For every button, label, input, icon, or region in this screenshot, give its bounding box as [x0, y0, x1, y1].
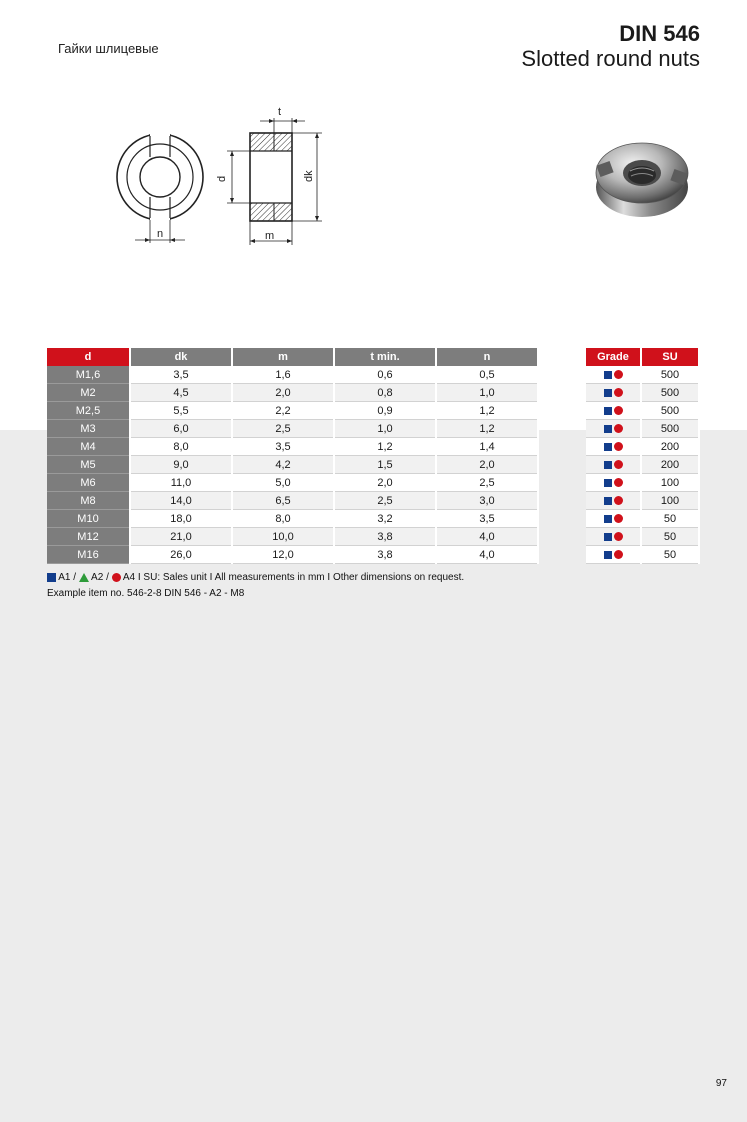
legend: [47, 572, 464, 583]
su-cell: 200: [641, 438, 699, 456]
grade-cell: [586, 474, 641, 492]
cell-t: 1,5: [334, 456, 436, 474]
a4-circle-icon: [614, 460, 623, 469]
header-dk: dk: [130, 348, 232, 366]
cell-n: 3,5: [436, 510, 538, 528]
cell-n: 4,0: [436, 546, 538, 564]
a4-circle-icon: [614, 406, 623, 415]
cell-t: 3,2: [334, 510, 436, 528]
header-d: d: [47, 348, 130, 366]
table-row: [47, 366, 538, 384]
a1-square-icon: [604, 551, 612, 559]
legend-a4: A4: [122, 572, 136, 583]
cell-t: 0,9: [334, 402, 436, 420]
cell-n: 1,4: [436, 438, 538, 456]
label-d: d: [216, 175, 228, 182]
cell-m: 2,0: [232, 384, 334, 402]
header-n: n: [436, 348, 538, 366]
cell-d: M3: [47, 420, 130, 438]
cell-dk: 21,0: [130, 528, 232, 546]
table-row: [47, 420, 538, 438]
grade-cell: [586, 492, 641, 510]
table-row: [47, 492, 538, 510]
front-view: [117, 131, 203, 243]
cell-dk: 5,5: [130, 402, 232, 420]
su-cell: 500: [641, 384, 699, 402]
cell-dk: 9,0: [130, 456, 232, 474]
cell-m: 8,0: [232, 510, 334, 528]
a1-square-icon: [604, 515, 612, 523]
a1-square-icon: [604, 371, 612, 379]
dimensions-table: [47, 348, 539, 564]
cell-m: 6,5: [232, 492, 334, 510]
grade-row: [586, 420, 699, 438]
table-row: [47, 456, 538, 474]
a1-square-icon: [604, 479, 612, 487]
product-photo: [580, 125, 705, 225]
cell-t: 2,5: [334, 492, 436, 510]
su-cell: 50: [641, 546, 699, 564]
cell-t: 3,8: [334, 546, 436, 564]
table-row: [47, 474, 538, 492]
cell-d: M1,6: [47, 366, 130, 384]
cell-t: 0,6: [334, 366, 436, 384]
a4-circle-icon: [614, 442, 623, 451]
su-cell: 50: [641, 528, 699, 546]
cell-m: 12,0: [232, 546, 334, 564]
su-cell: 500: [641, 402, 699, 420]
a4-circle-icon: [614, 388, 623, 397]
grade-header-row: [586, 348, 699, 366]
grade-row: [586, 546, 699, 564]
cell-m: 10,0: [232, 528, 334, 546]
a1-square-icon: [604, 407, 612, 415]
table-row: [47, 546, 538, 564]
cell-m: 3,5: [232, 438, 334, 456]
grade-row: [586, 474, 699, 492]
cell-d: M16: [47, 546, 130, 564]
header-grade: Grade: [586, 348, 641, 366]
cell-n: 3,0: [436, 492, 538, 510]
table-header-row: [47, 348, 538, 366]
cell-dk: 8,0: [130, 438, 232, 456]
russian-subtitle: Гайки шлицевые: [58, 41, 159, 56]
grade-row: [586, 456, 699, 474]
grade-cell: [586, 420, 641, 438]
table-row: [47, 510, 538, 528]
legend-a1: A1: [58, 572, 71, 583]
cell-n: 1,2: [436, 420, 538, 438]
cell-n: 0,5: [436, 366, 538, 384]
standard-title: DIN 546: [619, 21, 700, 46]
cell-dk: 3,5: [130, 366, 232, 384]
cell-d: M10: [47, 510, 130, 528]
a4-circle-icon: [614, 478, 623, 487]
cell-dk: 4,5: [130, 384, 232, 402]
grade-cell: [586, 510, 641, 528]
page-number: 97: [715, 1078, 727, 1089]
label-m: m: [265, 230, 275, 242]
example-item: Example item no. 546-2-8 DIN 546 - A2 - M8: [47, 588, 245, 599]
legend-separator: /: [106, 572, 109, 583]
cell-m: 2,5: [232, 420, 334, 438]
table-row: [47, 528, 538, 546]
technical-drawing: [100, 100, 340, 260]
label-n: n: [157, 228, 164, 240]
cell-d: M4: [47, 438, 130, 456]
grade-row: [586, 528, 699, 546]
a4-circle-icon: [614, 514, 623, 523]
cell-d: M8: [47, 492, 130, 510]
product-title: Slotted round nuts: [521, 46, 700, 71]
a4-circle-icon: [614, 496, 623, 505]
grade-row: [586, 402, 699, 420]
cell-d: M2,5: [47, 402, 130, 420]
a1-square-icon: [604, 533, 612, 541]
su-cell: 100: [641, 474, 699, 492]
table-row: [47, 402, 538, 420]
cell-t: 0,8: [334, 384, 436, 402]
grade-cell: [586, 384, 641, 402]
grade-cell: [586, 402, 641, 420]
a2-triangle-icon: [79, 573, 89, 582]
grade-row: [586, 366, 699, 384]
header-m: m: [232, 348, 334, 366]
a1-square-icon: [604, 425, 612, 433]
cell-d: M6: [47, 474, 130, 492]
header-su: SU: [641, 348, 699, 366]
cell-t: 3,8: [334, 528, 436, 546]
su-cell: 200: [641, 456, 699, 474]
table-row: [47, 384, 538, 402]
cell-n: 1,2: [436, 402, 538, 420]
cell-n: 4,0: [436, 528, 538, 546]
su-cell: 500: [641, 366, 699, 384]
cell-m: 1,6: [232, 366, 334, 384]
header-t-min: t min.: [334, 348, 436, 366]
cell-n: 1,0: [436, 384, 538, 402]
cell-dk: 11,0: [130, 474, 232, 492]
grade-cell: [586, 456, 641, 474]
legend-a2: A2: [91, 572, 104, 583]
cell-d: M2: [47, 384, 130, 402]
grade-cell: [586, 546, 641, 564]
a1-square-icon: [604, 389, 612, 397]
table-row: [47, 438, 538, 456]
cell-dk: 6,0: [130, 420, 232, 438]
a1-square-icon: [604, 443, 612, 451]
cell-t: 1,2: [334, 438, 436, 456]
cell-d: M12: [47, 528, 130, 546]
su-cell: 100: [641, 492, 699, 510]
cell-d: M5: [47, 456, 130, 474]
label-t: t: [278, 106, 282, 118]
grade-row: [586, 510, 699, 528]
grade-table: [586, 348, 700, 564]
cell-m: 4,2: [232, 456, 334, 474]
cell-dk: 26,0: [130, 546, 232, 564]
a4-circle-icon: [614, 424, 623, 433]
cell-t: 2,0: [334, 474, 436, 492]
cell-m: 2,2: [232, 402, 334, 420]
cell-n: 2,0: [436, 456, 538, 474]
title-block: [521, 22, 700, 72]
cell-m: 5,0: [232, 474, 334, 492]
a4-circle-icon: [614, 532, 623, 541]
legend-notes: I SU: Sales unit I All measurements in mm I Other dimensions on request.: [137, 572, 465, 583]
su-cell: 50: [641, 510, 699, 528]
grade-row: [586, 384, 699, 402]
grade-row: [586, 438, 699, 456]
grade-cell: [586, 528, 641, 546]
cell-n: 2,5: [436, 474, 538, 492]
a4-circle-icon: [112, 573, 121, 582]
su-cell: 500: [641, 420, 699, 438]
label-dk: dk: [303, 170, 315, 182]
cell-dk: 14,0: [130, 492, 232, 510]
grade-cell: [586, 366, 641, 384]
a4-circle-icon: [614, 550, 623, 559]
a1-square-icon: [604, 497, 612, 505]
cell-t: 1,0: [334, 420, 436, 438]
cell-dk: 18,0: [130, 510, 232, 528]
a1-square-icon: [47, 573, 56, 582]
legend-separator: /: [73, 572, 77, 583]
a1-square-icon: [604, 461, 612, 469]
a4-circle-icon: [614, 370, 623, 379]
grade-cell: [586, 438, 641, 456]
grade-row: [586, 492, 699, 510]
